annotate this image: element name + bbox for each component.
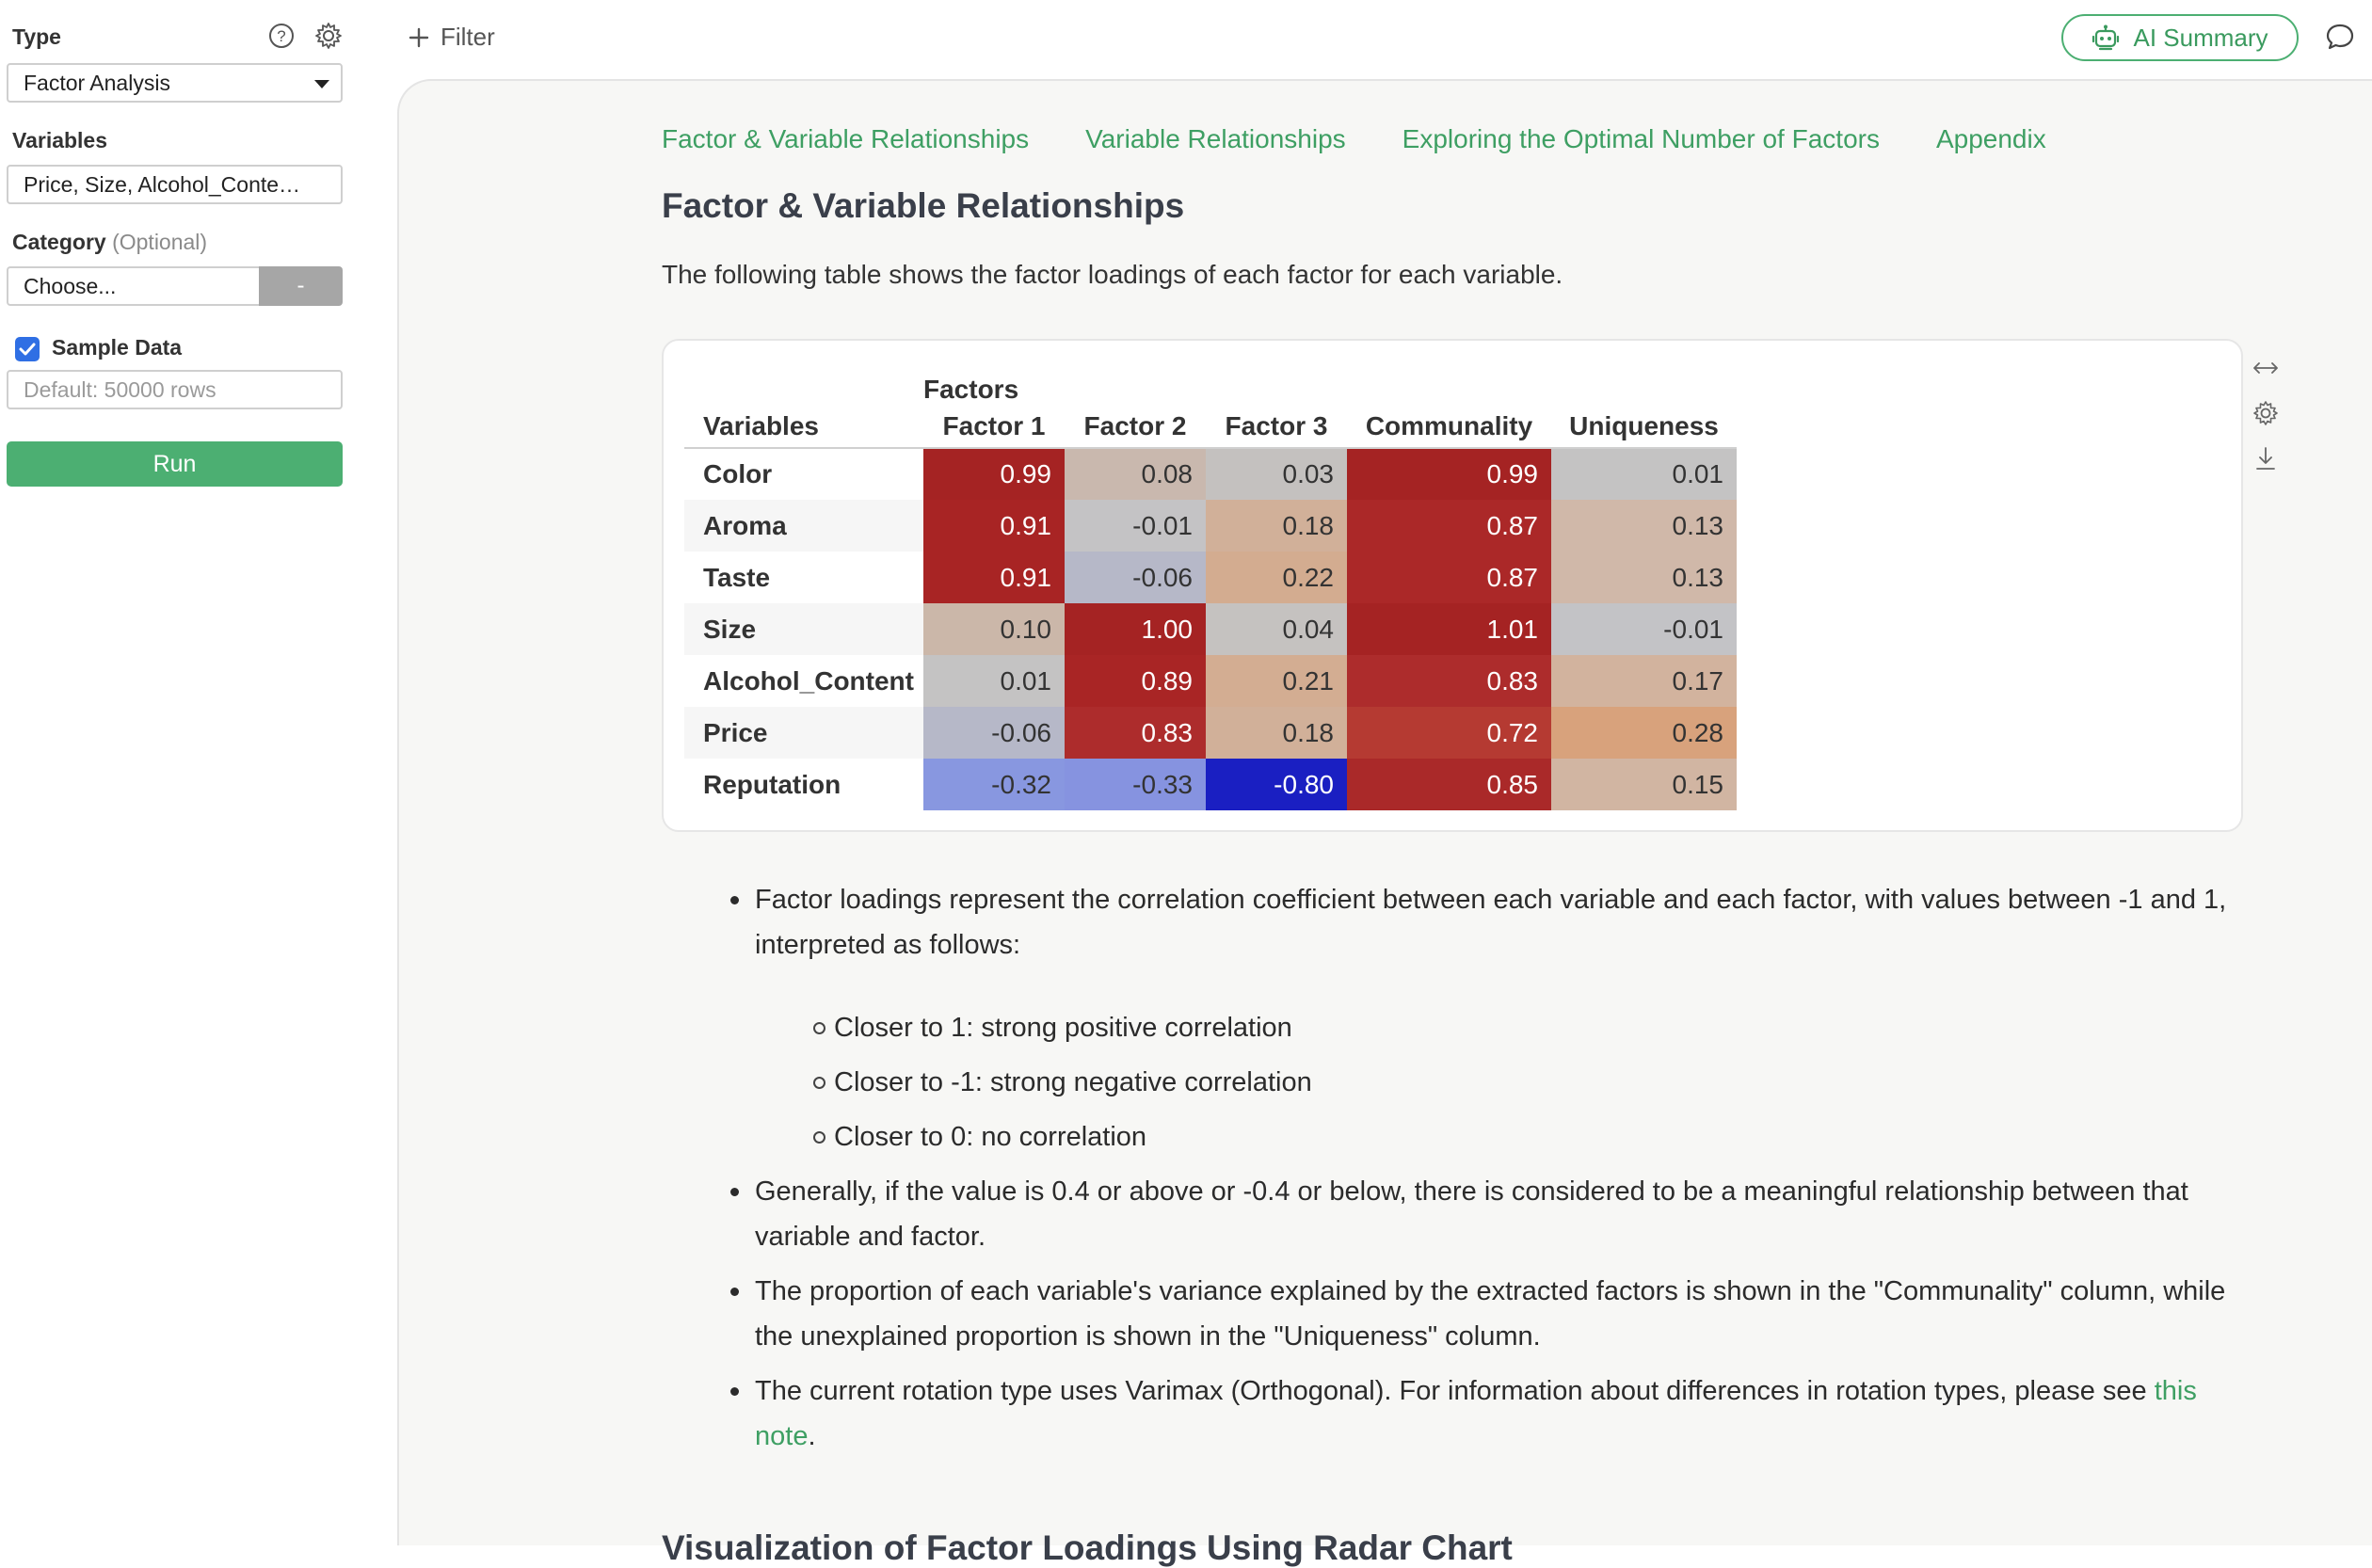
loading-cell: 0.15 — [1551, 759, 1737, 810]
table-row — [684, 500, 1737, 552]
factor-loadings-table — [684, 361, 1737, 810]
loading-cell: 0.72 — [1347, 707, 1551, 759]
sample-data-label: Sample Data — [52, 335, 183, 360]
loading-cell: 0.28 — [1551, 707, 1737, 759]
plus-icon — [409, 27, 429, 48]
robot-icon — [2092, 24, 2120, 51]
run-button[interactable]: Run — [7, 441, 343, 487]
table-tools — [2252, 354, 2280, 472]
loading-cell: 0.21 — [1206, 655, 1347, 707]
loading-cell: 0.18 — [1206, 500, 1347, 552]
category-clear-button[interactable]: - — [259, 266, 343, 306]
loading-cell: 0.03 — [1206, 448, 1347, 500]
table-settings-gear-icon[interactable] — [2252, 399, 2280, 427]
filter-button[interactable] — [409, 23, 495, 52]
bullet-loadings-text: Factor loadings represent the correlation coefficient between each variable and each factor, with values between -1 and 1, interpreted as follows: — [755, 885, 2227, 960]
loading-cell: 0.18 — [1206, 707, 1347, 759]
loading-cell: 0.91 — [923, 552, 1065, 603]
col-header-factor-1: Factor 1 — [923, 405, 1065, 448]
category-label — [12, 230, 207, 255]
loading-cell: 0.10 — [923, 603, 1065, 655]
rotation-note-link[interactable]: this note — [755, 1376, 2197, 1451]
loading-cell: -0.33 — [1065, 759, 1206, 810]
svg-text:?: ? — [277, 27, 286, 45]
col-header-factor-3: Factor 3 — [1206, 405, 1347, 448]
section-tabs — [662, 124, 2046, 154]
variables-label: Variables — [12, 128, 108, 152]
loading-cell: 0.01 — [923, 655, 1065, 707]
sample-data-checkbox[interactable] — [15, 337, 40, 361]
variable-name-cell: Taste — [703, 562, 771, 592]
loading-cell: 0.04 — [1206, 603, 1347, 655]
category-optional-text: (Optional) — [112, 230, 208, 254]
col-header-uniqueness: Uniqueness — [1551, 405, 1737, 448]
comment-icon[interactable] — [2325, 23, 2355, 56]
section-intro: The following table shows the factor loadings of each factor for each variable. — [662, 260, 1563, 289]
category-picker — [7, 266, 343, 306]
loading-cell: 0.83 — [1065, 707, 1206, 759]
table-row — [684, 707, 1737, 759]
sub-list-item: Closer to -1: strong negative correlation — [794, 1060, 2240, 1105]
table-row — [684, 759, 1737, 810]
loading-cell: 0.08 — [1065, 448, 1206, 500]
variables-header: Variables — [684, 405, 923, 448]
download-icon[interactable] — [2252, 444, 2280, 472]
variable-name-cell: Color — [703, 459, 773, 488]
table-row — [684, 552, 1737, 603]
tab-variable-relationships[interactable]: Variable Relationships — [1085, 124, 1346, 153]
type-select[interactable] — [7, 63, 343, 103]
variables-value: Price, Size, Alcohol_Conte… — [24, 171, 301, 197]
tab-optimal-number-of-factors[interactable]: Exploring the Optimal Number of Factors — [1402, 124, 1880, 153]
help-icon[interactable] — [266, 21, 296, 51]
type-label: Type — [12, 24, 61, 49]
loading-cell: 0.99 — [1347, 448, 1551, 500]
list-item: Generally, if the value is 0.4 or above or -0.4 or below, there is considered to be a meaningful relationship between that variable and factor. — [715, 1169, 2240, 1259]
loading-cell: 0.22 — [1206, 552, 1347, 603]
variable-name-cell: Size — [684, 603, 923, 655]
empty-header — [684, 361, 923, 405]
loading-cell: 0.17 — [1551, 655, 1737, 707]
sub-list-item: Closer to 1: strong positive correlation — [794, 1005, 2240, 1050]
ai-summary-button[interactable] — [2061, 14, 2299, 61]
interpretation-notes — [715, 877, 2240, 1468]
category-input[interactable]: Choose... — [7, 266, 259, 306]
loading-cell: 0.85 — [1347, 759, 1551, 810]
loading-cell: -0.80 — [1206, 759, 1347, 810]
variable-name-cell: Alcohol_Content — [703, 665, 914, 696]
variable-name-cell: Price — [684, 707, 923, 759]
expand-width-icon[interactable] — [2252, 354, 2280, 382]
chevron-down-icon — [314, 80, 329, 88]
sub-list — [794, 1005, 2240, 1160]
loading-cell: 0.83 — [1347, 655, 1551, 707]
tab-factor-variable-relationships[interactable]: Factor & Variable Relationships — [662, 124, 1030, 153]
type-select-value: Factor Analysis — [24, 70, 170, 95]
filter-label: Filter — [441, 23, 495, 51]
list-item — [715, 877, 2240, 1160]
loading-cell: 0.87 — [1347, 500, 1551, 552]
loading-cell: 0.89 — [1065, 655, 1206, 707]
loading-cell: 1.00 — [1065, 603, 1206, 655]
radar-chart-section-title: Visualization of Factor Loadings Using Radar Chart — [662, 1528, 1513, 1567]
loading-cell: 0.13 — [1551, 552, 1737, 603]
sidebar — [0, 0, 354, 1545]
loading-cell: -0.01 — [1065, 500, 1206, 552]
col-header-factor-2: Factor 2 — [1065, 405, 1206, 448]
list-item — [715, 1368, 2240, 1459]
settings-gear-icon[interactable] — [313, 21, 344, 51]
loading-cell: 0.13 — [1551, 500, 1737, 552]
factors-group-header: Factors — [923, 375, 1019, 404]
sample-rows-input[interactable]: Default: 50000 rows — [7, 370, 343, 409]
bullet-rotation-suffix: . — [808, 1421, 816, 1451]
loading-cell: 0.87 — [1347, 552, 1551, 603]
sub-list-item: Closer to 0: no correlation — [794, 1114, 2240, 1160]
loading-cell: 1.01 — [1347, 603, 1551, 655]
variable-name-cell: Reputation — [703, 769, 841, 799]
ai-summary-label: AI Summary — [2133, 23, 2268, 52]
section-title: Factor & Variable Relationships — [662, 186, 1185, 225]
variable-name-cell: Aroma — [684, 500, 923, 552]
table-row — [684, 448, 1737, 500]
variables-field[interactable] — [7, 165, 343, 204]
loading-cell: -0.06 — [1065, 552, 1206, 603]
loading-cell: 0.99 — [923, 448, 1065, 500]
table-row — [684, 655, 1737, 707]
loading-cell: -0.32 — [923, 759, 1065, 810]
col-header-communality: Communality — [1347, 405, 1551, 448]
loading-cell: -0.06 — [923, 707, 1065, 759]
loading-cell: 0.91 — [923, 500, 1065, 552]
category-label-text: Category — [12, 230, 106, 254]
factor-loadings-card — [662, 339, 2243, 832]
loading-cell: -0.01 — [1551, 603, 1737, 655]
table-row — [684, 603, 1737, 655]
list-item: The proportion of each variable's variance explained by the extracted factors is shown in the "Communality" column, while the unexplained proportion is shown in the "Uniqueness" column. — [715, 1269, 2240, 1359]
bullet-rotation-text: The current rotation type uses Varimax (Orthogonal). For information about differences in rotation types, please see — [755, 1376, 2155, 1406]
loading-cell: 0.01 — [1551, 448, 1737, 500]
tab-appendix[interactable]: Appendix — [1935, 124, 2046, 153]
